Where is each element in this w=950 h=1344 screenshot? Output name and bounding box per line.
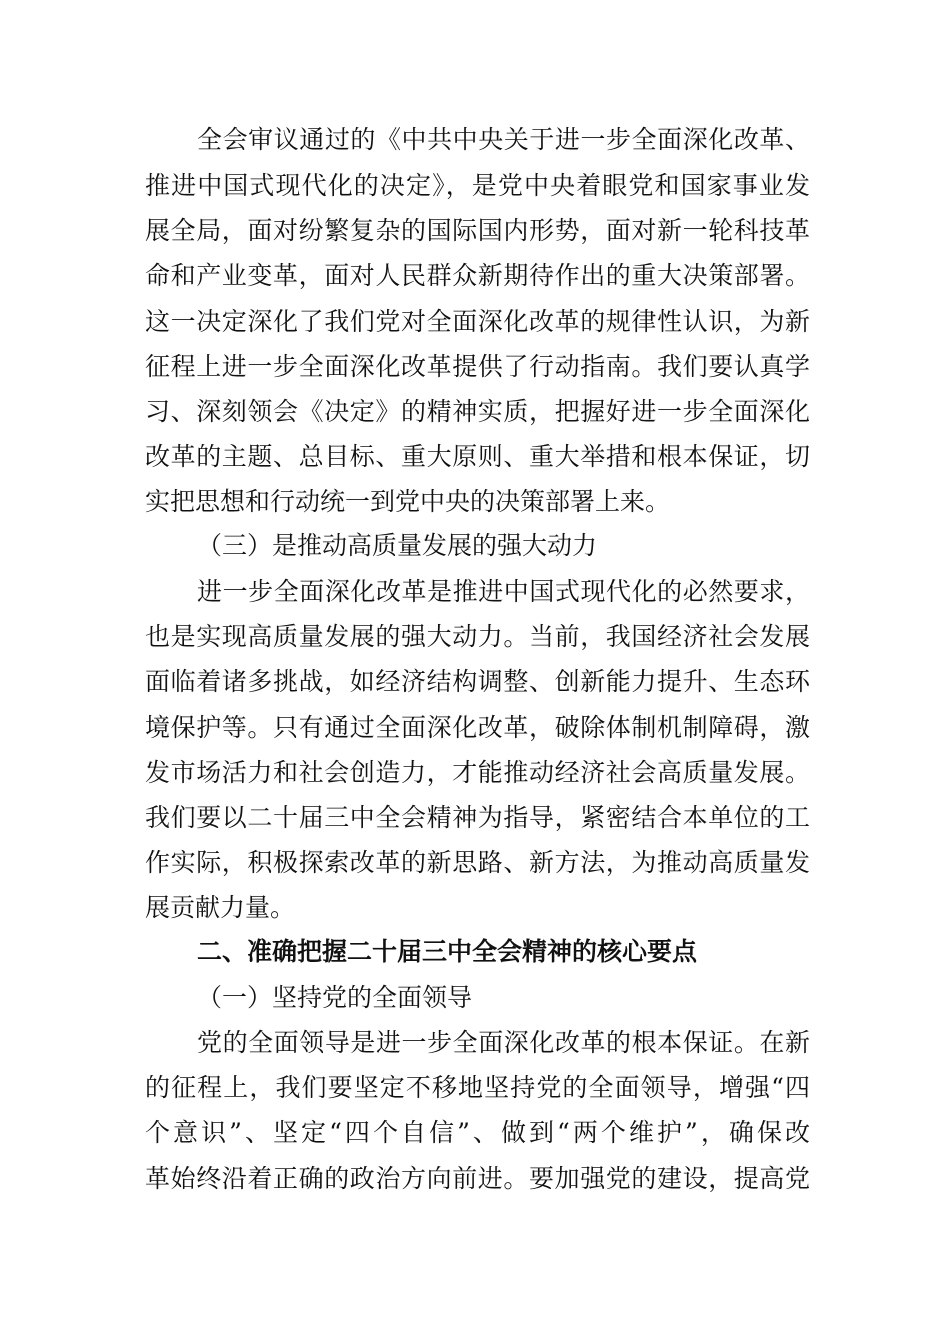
- paragraph-1-line-2: 推进中国式现代化的决定》，是党中央着眼党和国家事业发: [145, 171, 810, 200]
- paragraph-3-line-1: 党的全面领导是进一步全面深化改革的根本保证。在新: [197, 1028, 810, 1057]
- paragraph-2-line-1: 进一步全面深化改革是推进中国式现代化的必然要求，: [197, 577, 810, 606]
- paragraph-1-line-8: 改革的主题、总目标、重大原则、重大举措和根本保证，切: [145, 442, 810, 471]
- paragraph-1-line-1: 全会审议通过的《中共中央关于进一步全面深化改革、: [197, 125, 810, 154]
- paragraph-3-line-4: 革始终沿着正确的政治方向前进。要加强党的建设，提高党: [145, 1164, 810, 1193]
- paragraph-1-line-4: 命和产业变革，面对人民群众新期待作出的重大决策部署。: [145, 261, 810, 290]
- paragraph-2-line-6: 我们要以二十届三中全会精神为指导，紧密结合本单位的工: [145, 803, 810, 832]
- subheading-3: （三）是推动高质量发展的强大动力: [197, 531, 598, 560]
- paragraph-1-line-6: 征程上进一步全面深化改革提供了行动指南。我们要认真学: [145, 352, 810, 381]
- paragraph-3-line-2: 的征程上，我们要坚定不移地坚持党的全面领导，增强“四: [145, 1073, 810, 1102]
- section-heading-2: 二、准确把握二十届三中全会精神的核心要点: [197, 937, 698, 966]
- paragraph-2-line-7: 作实际，积极探索改革的新思路、新方法，为推动高质量发: [145, 848, 810, 877]
- paragraph-3-line-3: 个意识”、坚定“四个自信”、做到“两个维护”，确保改: [145, 1118, 810, 1147]
- paragraph-2-line-4: 境保护等。只有通过全面深化改革，破除体制机制障碍，激: [145, 713, 810, 742]
- paragraph-2-line-3: 面临着诸多挑战，如经济结构调整、创新能力提升、生态环: [145, 667, 810, 696]
- paragraph-2-line-2: 也是实现高质量发展的强大动力。当前，我国经济社会发展: [145, 622, 810, 651]
- paragraph-1-line-7: 习、深刻领会《决定》的精神实质，把握好进一步全面深化: [145, 397, 810, 426]
- paragraph-2-line-5: 发市场活力和社会创造力，才能推动经济社会高质量发展。: [145, 758, 810, 787]
- paragraph-1-line-9: 实把思想和行动统一到党中央的决策部署上来。: [145, 487, 671, 516]
- paragraph-2-line-8: 展贡献力量。: [145, 893, 296, 922]
- paragraph-1-line-5: 这一决定深化了我们党对全面深化改革的规律性认识，为新: [145, 307, 810, 336]
- paragraph-1-line-3: 展全局，面对纷繁复杂的国际国内形势，面对新一轮科技革: [145, 216, 810, 245]
- subheading-1: （一）坚持党的全面领导: [197, 983, 473, 1012]
